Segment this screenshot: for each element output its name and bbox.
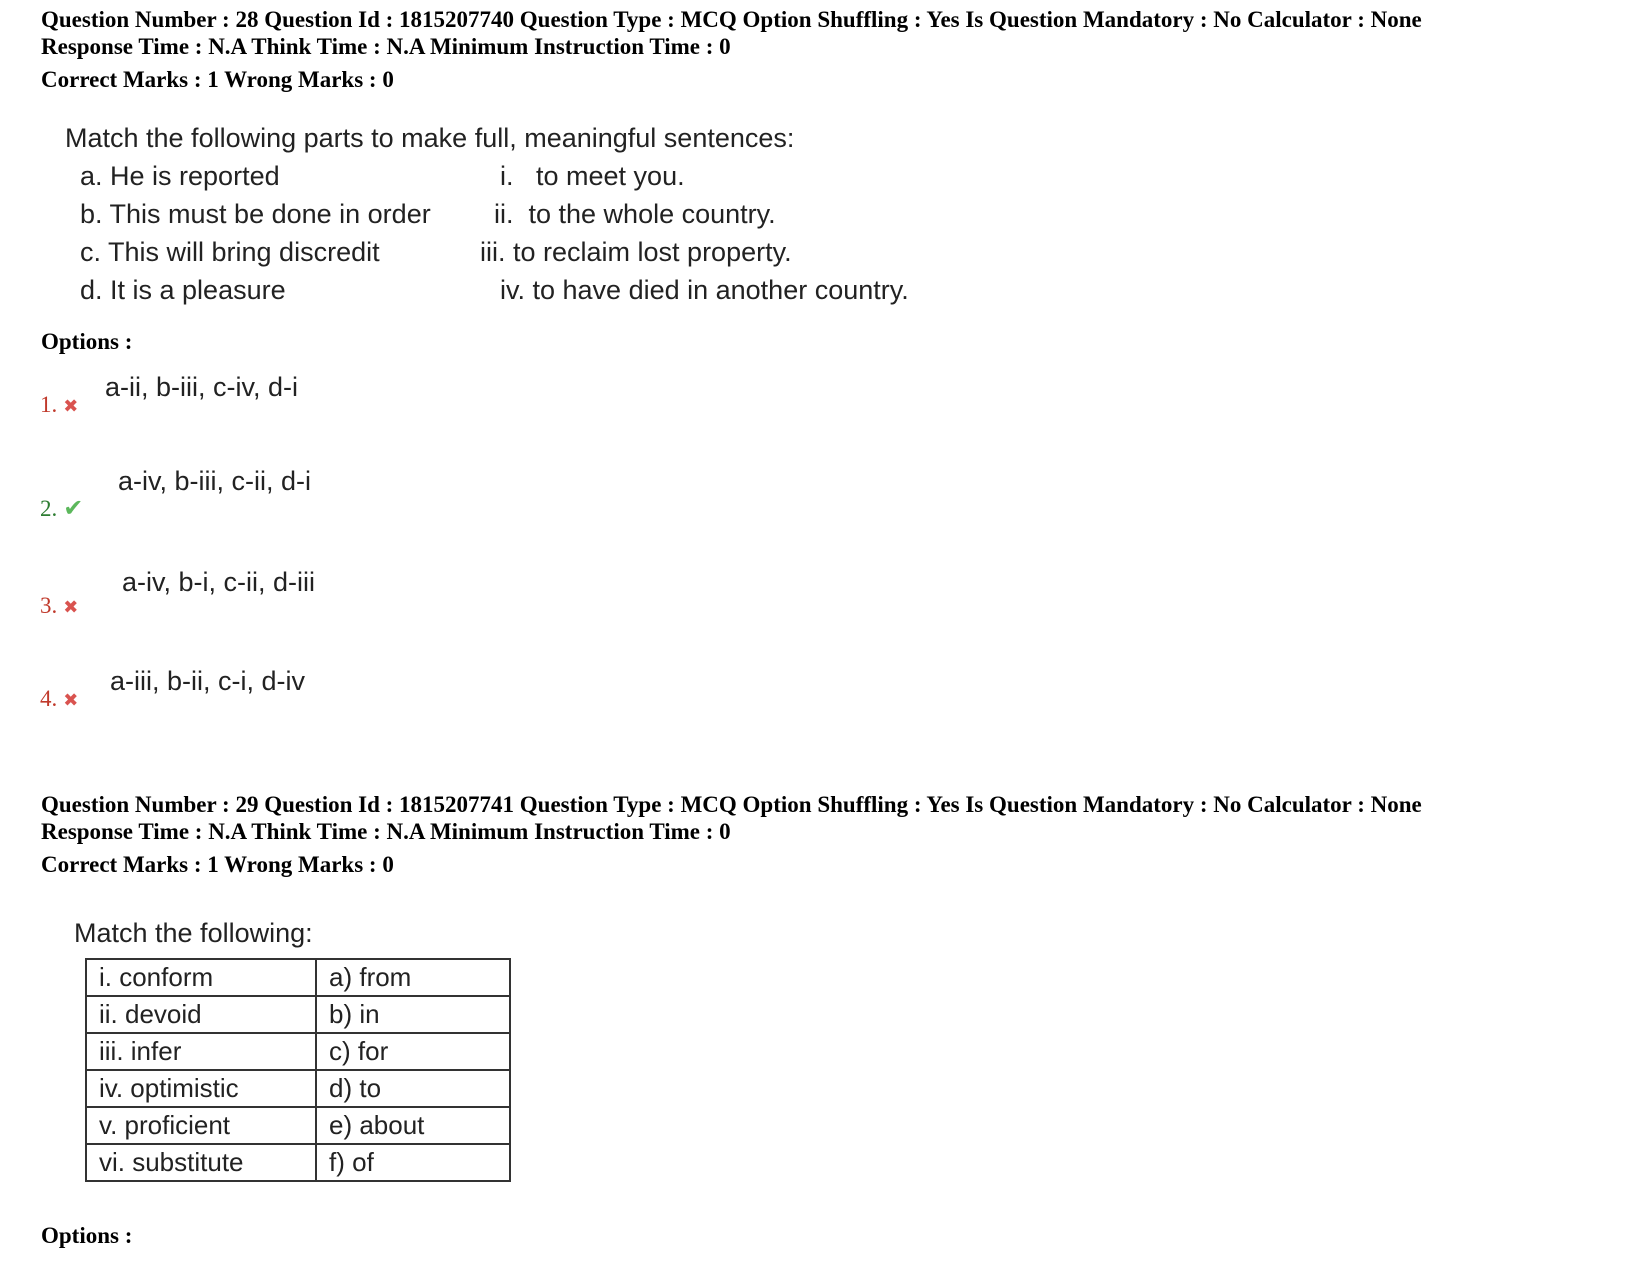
table-cell: ii. devoid [86,996,316,1033]
q29-marks: Correct Marks : 1 Wrong Marks : 0 [41,852,394,877]
table-row [86,1070,510,1107]
table-row [86,1107,510,1144]
q29-options-label: Options : [41,1223,133,1248]
q28-option-1-text: a-ii, b-iii, c-iv, d-i [105,372,299,402]
table-cell: iv. optimistic [86,1070,316,1107]
table-cell: vi. substitute [86,1144,316,1181]
q28-prompt: Match the following parts to make full, meaningful sentences: [65,123,795,153]
q28-option-3 [40,593,78,619]
q28-option-2 [40,494,83,523]
table-cell: iii. infer [86,1033,316,1070]
table-cell: v. proficient [86,1107,316,1144]
table-cell: a) from [316,959,510,996]
q28-option-4 [40,686,78,712]
q28-option-2-text: a-iv, b-iii, c-ii, d-i [118,466,312,496]
table-row [86,996,510,1033]
q28-left-item-a: a. He is reported [80,161,280,191]
q28-option-1-number: 1. [40,392,58,417]
q28-left-item-b: b. This must be done in order [80,199,431,229]
q28-right-item-ii: ii. to the whole country. [494,199,776,229]
q28-left-item-c: c. This will bring discredit [80,237,380,267]
check-icon: ✔ [63,496,84,522]
q28-option-4-text: a-iii, b-ii, c-i, d-iv [110,666,306,696]
cross-icon: ✖ [63,690,79,710]
q28-option-3-number: 3. [40,593,58,618]
table-row [86,1144,510,1181]
q28-option-2-number: 2. [40,496,58,521]
q29-meta-line1: Question Number : 29 Question Id : 1815207741 Question Type : MCQ Option Shuffling : Yes Is Question Mandatory : No Calculator : None [41,792,1422,817]
q28-right-item-iii: iii. to reclaim lost property. [480,237,792,267]
q28-option-3-text: a-iv, b-i, c-ii, d-iii [122,567,316,597]
q28-options-label: Options : [41,329,133,354]
table-cell: f) of [316,1144,510,1181]
table-cell: e) about [316,1107,510,1144]
q28-left-item-d: d. It is a pleasure [80,275,286,305]
q28-meta-line1: Question Number : 28 Question Id : 1815207740 Question Type : MCQ Option Shuffling : Yes Is Question Mandatory : No Calculator : None [41,7,1422,32]
q28-option-4-number: 4. [40,686,58,711]
q29-meta-line2: Response Time : N.A Think Time : N.A Minimum Instruction Time : 0 [41,819,731,844]
q28-meta-line2: Response Time : N.A Think Time : N.A Minimum Instruction Time : 0 [41,34,731,59]
table-cell: b) in [316,996,510,1033]
q29-prompt: Match the following: [74,918,313,948]
table-row [86,959,510,996]
table-cell: d) to [316,1070,510,1107]
table-cell: c) for [316,1033,510,1070]
cross-icon: ✖ [63,597,79,617]
q28-right-item-iv: iv. to have died in another country. [500,275,909,305]
q29-match-table [85,958,511,1182]
table-row [86,1033,510,1070]
cross-icon: ✖ [63,396,79,416]
q28-right-item-i: i. to meet you. [500,161,685,191]
q28-option-1 [40,392,78,418]
q28-marks: Correct Marks : 1 Wrong Marks : 0 [41,67,394,92]
table-cell: i. conform [86,959,316,996]
